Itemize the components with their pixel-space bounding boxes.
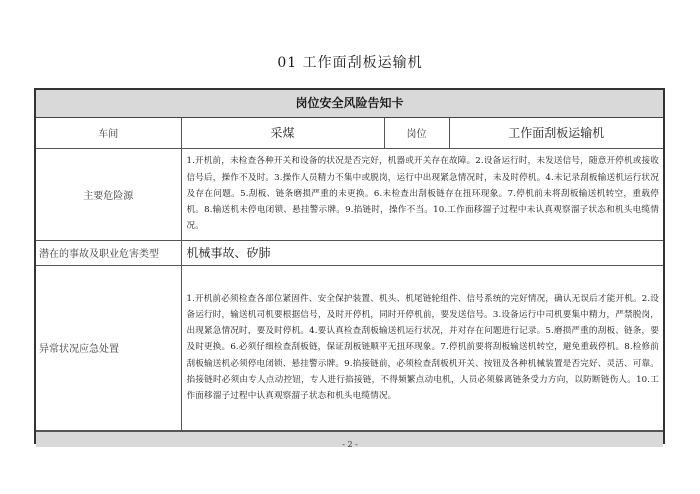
risk-notice-card: [34, 88, 665, 444]
risk-table: [36, 118, 663, 431]
page-number: - 2 -: [342, 440, 358, 449]
post-value: 工作面刮板运输机: [449, 118, 663, 148]
workshop-label: 车间: [36, 118, 181, 148]
table-row: [36, 240, 663, 265]
table-row: [36, 265, 663, 430]
workshop-value: 采煤: [181, 118, 384, 148]
hazard-text: 1.开机前，未检查各种开关和设备的状况是否完好，机器或开关存在故障。2.设备运行时，未发送信号，随意开停机或接收信号后，操作不及时。3.操作人员精力不集中或脱岗，运行中出现紧急情况时，未及时停机。4.未记录刮板输送机运行状况及存在问题。5.刮板、链条磨损严重的未更换。6.未检查出刮板链存在扭环现象。7.停机前未将刮板输送机转空，重载停机。8.输送机未停电闭锁、悬挂警示牌。9.掐链时，操作不当。10.工作面移溜子过程中未认真观察溜子状态和机头电缆情况。: [181, 148, 663, 240]
post-label: 岗位: [384, 118, 449, 148]
table-row: [36, 148, 663, 240]
accident-label: 潜在的事故及职业危害类型: [36, 240, 181, 265]
accident-value: 机械事故、矽肺: [181, 240, 663, 265]
emergency-text: 1.开机前必须检查各部位紧固件、安全保护装置、机头、机尾链轮组件、信号系统的完好情况，确认无误后才能开机。2.设备运行时，输送机司机要根据信号，及时开停机，同时开停机前，要发送信号。3.设备运行中司机要集中精力，严禁脱岗，出现紧急情况时，要及时停机。4.要认真检查刮板输送机运行状况，并对存在问题进行记录。5.磨损严重的刮板、链条，要及时更换。6.必须仔细检查刮板链，保证刮板链顺平无扭环现象。7.停机前要将刮板输送机转空，避免重载停机。8.检修前刮板输送机必须停电闭锁、悬挂警示牌。9.掐接链前，必须检查刮板机开关、按钮及各种机械装置是否完好、灵活、可靠。掐接链时必须由专人点动控钮，专人进行掐接链，不得频繁点动电机，人员必须躲离链条受力方向，以防断链伤人。10.工作面移溜子过程中认真观察溜子状态和机头电缆情况。: [181, 265, 663, 430]
emergency-label: 异常状况应急处置: [36, 265, 181, 430]
table-row: [36, 118, 663, 148]
page-title: 01 工作面刮板运输机: [277, 55, 423, 71]
card-heading: 岗位安全风险告知卡: [36, 90, 663, 118]
hazard-label: 主要危险源: [36, 148, 181, 240]
